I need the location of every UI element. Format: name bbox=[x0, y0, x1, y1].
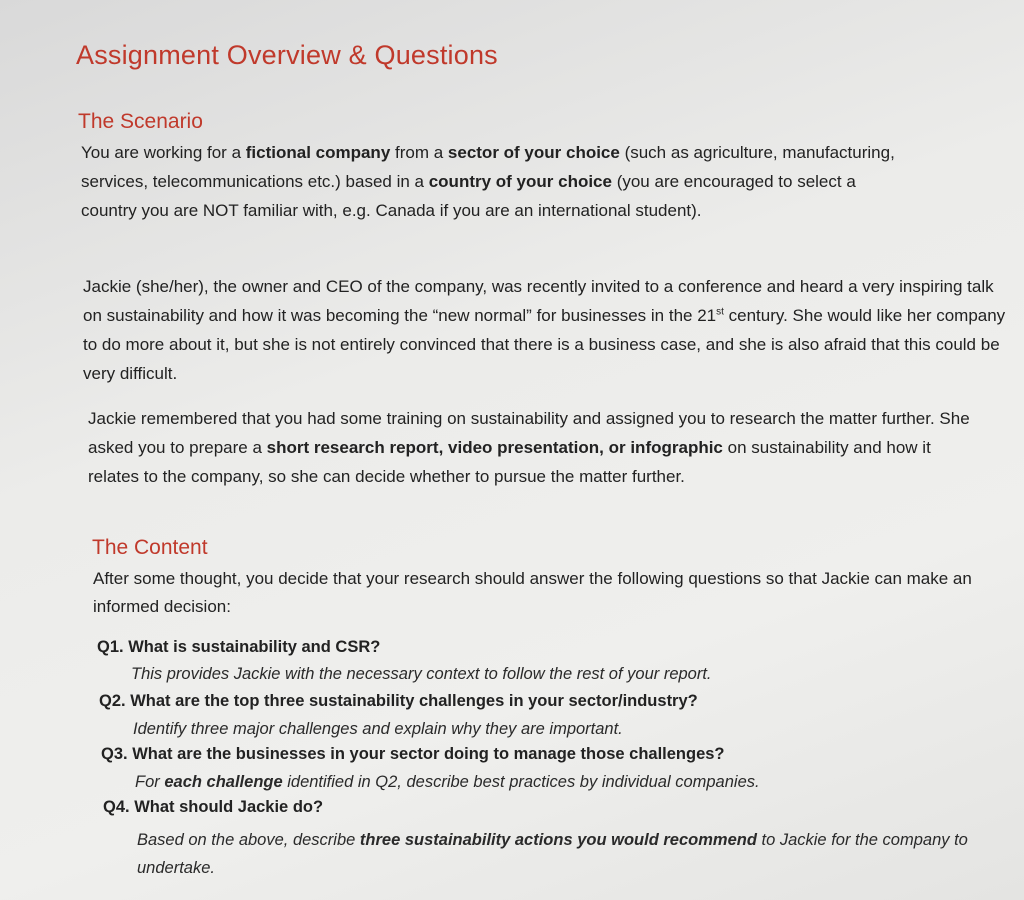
text-span: Jackie remembered that you had some training on sustainability and assigned you to research the matter further. She asked you to prepare a bbox=[88, 409, 970, 457]
question-q1 bbox=[97, 638, 380, 657]
text-span: (you are encouraged to select a country you are NOT familiar with, e.g. Canada if you are an international student). bbox=[81, 172, 856, 220]
answer-q3 bbox=[135, 773, 760, 792]
question-number: Q2. bbox=[99, 692, 126, 710]
question-text: What should Jackie do? bbox=[134, 798, 324, 816]
superscript: st bbox=[716, 306, 724, 318]
question-q3 bbox=[101, 745, 725, 764]
page-title: Assignment Overview & Questions bbox=[76, 40, 498, 70]
question-text: What are the top three sustainability challenges in your sector/industry? bbox=[130, 692, 698, 710]
bold-span: fictional company bbox=[245, 143, 391, 162]
bold-span: sector of your choice bbox=[447, 143, 620, 162]
text-span: Jackie (she/her), the owner and CEO of the company, was recently invited to a conference and heard a very inspiring talk on sustainability and how it was becoming the “new normal” for businesses in the 21 bbox=[83, 277, 994, 325]
text-span: identified in Q2, describe best practices by individual companies. bbox=[282, 773, 760, 791]
question-number: Q3. bbox=[101, 745, 128, 763]
question-number: Q4. bbox=[103, 798, 130, 816]
scenario-paragraph-3 bbox=[88, 404, 978, 491]
scenario-paragraph-2 bbox=[83, 272, 1008, 388]
question-q2 bbox=[99, 692, 698, 711]
text-span: (such as agriculture, manufacturing, services, telecommunications etc.) based in a bbox=[81, 143, 895, 191]
bold-span: three sustainability actions you would recommend bbox=[359, 831, 757, 849]
text-span: century. She would like her company to do more about it, but she is not entirely convinced that there is a business case, and she is also afraid that this could be very difficult. bbox=[83, 306, 1006, 383]
content-heading: The Content bbox=[92, 536, 208, 559]
text-span: to Jackie for the company to undertake. bbox=[137, 831, 968, 877]
scenario-heading: The Scenario bbox=[78, 110, 203, 133]
bold-span: short research report, video presentation, or infographic bbox=[266, 438, 723, 457]
bold-span: each challenge bbox=[164, 773, 283, 791]
answer-q4 bbox=[137, 826, 977, 882]
scenario-paragraph-1 bbox=[81, 138, 901, 225]
text-span: You are working for a bbox=[81, 143, 246, 162]
answer-q2: Identify three major challenges and explain why they are important. bbox=[133, 720, 623, 738]
text-span: For bbox=[135, 773, 165, 791]
question-text: What are the businesses in your sector doing to manage those challenges? bbox=[132, 745, 725, 763]
text-span: on sustainability and how it relates to the company, so she can decide whether to pursue the matter further. bbox=[88, 438, 931, 486]
question-number: Q1. bbox=[97, 638, 124, 656]
text-span: Based on the above, describe bbox=[137, 831, 360, 849]
content-intro: After some thought, you decide that your research should answer the following questions so that Jackie can make an informed decision: bbox=[93, 569, 972, 616]
bold-span: country of your choice bbox=[428, 172, 612, 191]
question-text: What is sustainability and CSR? bbox=[128, 638, 381, 656]
answer-q1: This provides Jackie with the necessary context to follow the rest of your report. bbox=[131, 665, 712, 683]
question-q4 bbox=[103, 798, 323, 817]
text-span: from a bbox=[390, 143, 448, 162]
